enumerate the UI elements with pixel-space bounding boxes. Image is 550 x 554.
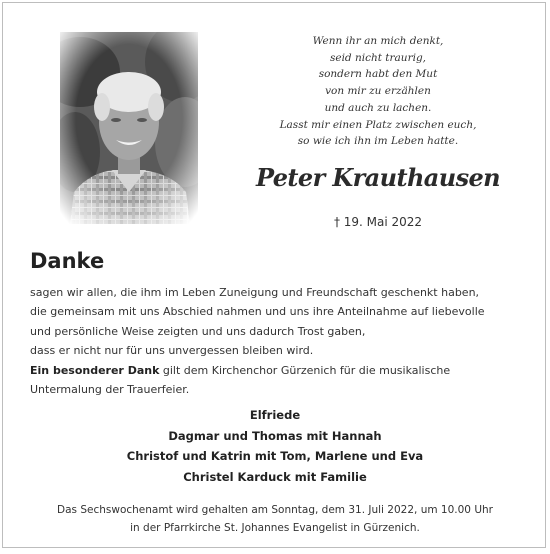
memorial-service-info (3, 501, 547, 537)
poem-line: seid nicht traurig, (329, 51, 427, 64)
service-line-2: in der Pfarrkirche St. Johannes Evangelist in Gürzenich. (130, 522, 420, 534)
poem-line: von mir zu erzählen (325, 85, 431, 98)
signer: Christof und Katrin mit Tom, Marlene und Eva (126, 449, 424, 463)
signer: Dagmar und Thomas mit Hannah (168, 428, 382, 443)
thanks-line: sagen wir allen, die ihm im Leben Zuneigung und Freundschaft geschenkt haben, (30, 286, 480, 299)
obituary-notice (2, 2, 546, 548)
thanks-line: dass er nicht nur für uns unvergessen bleiben wird. (30, 344, 314, 358)
signer: Christel Karduck mit Familie (183, 469, 367, 484)
memorial-poem (253, 33, 503, 150)
poem-line: und auch zu lachen. (324, 101, 432, 114)
signer: Elfriede (249, 408, 301, 422)
service-line-1: Das Sechswochenamt wird gehalten am Sonntag, dem 31. Juli 2022, um 10.00 Uhr (57, 504, 493, 516)
portrait-image (60, 32, 198, 224)
poem-line: sondern habt den Mut (318, 68, 438, 81)
thanks-text (30, 283, 530, 399)
poem-line: so wie ich ihn im Leben hatte. (297, 135, 459, 148)
deceased-name: Peter Krauthausen (255, 163, 501, 192)
special-thanks-rest: gilt dem Kirchenchor Gürzenich für die musikalische (159, 363, 451, 377)
special-thanks-bold: Ein besonderer Dank (30, 363, 160, 377)
family-signers (3, 405, 547, 487)
special-thanks-line-2: Untermalung der Trauerfeier. (30, 383, 190, 397)
portrait-photo (60, 32, 198, 224)
thanks-line: die gemeinsam mit uns Abschied nahmen und uns ihre Anteilnahme auf liebevolle (30, 305, 485, 319)
thanks-heading: Danke (30, 249, 105, 273)
poem-line: Lasst mir einen Platz zwischen euch, (279, 118, 477, 131)
special-thanks-line (30, 361, 530, 380)
poem-line: Wenn ihr an mich denkt, (312, 35, 444, 47)
thanks-line: und persönliche Weise zeigten und uns dadurch Trost gaben, (30, 324, 366, 338)
death-date: † 19. Mai 2022 (333, 215, 423, 229)
